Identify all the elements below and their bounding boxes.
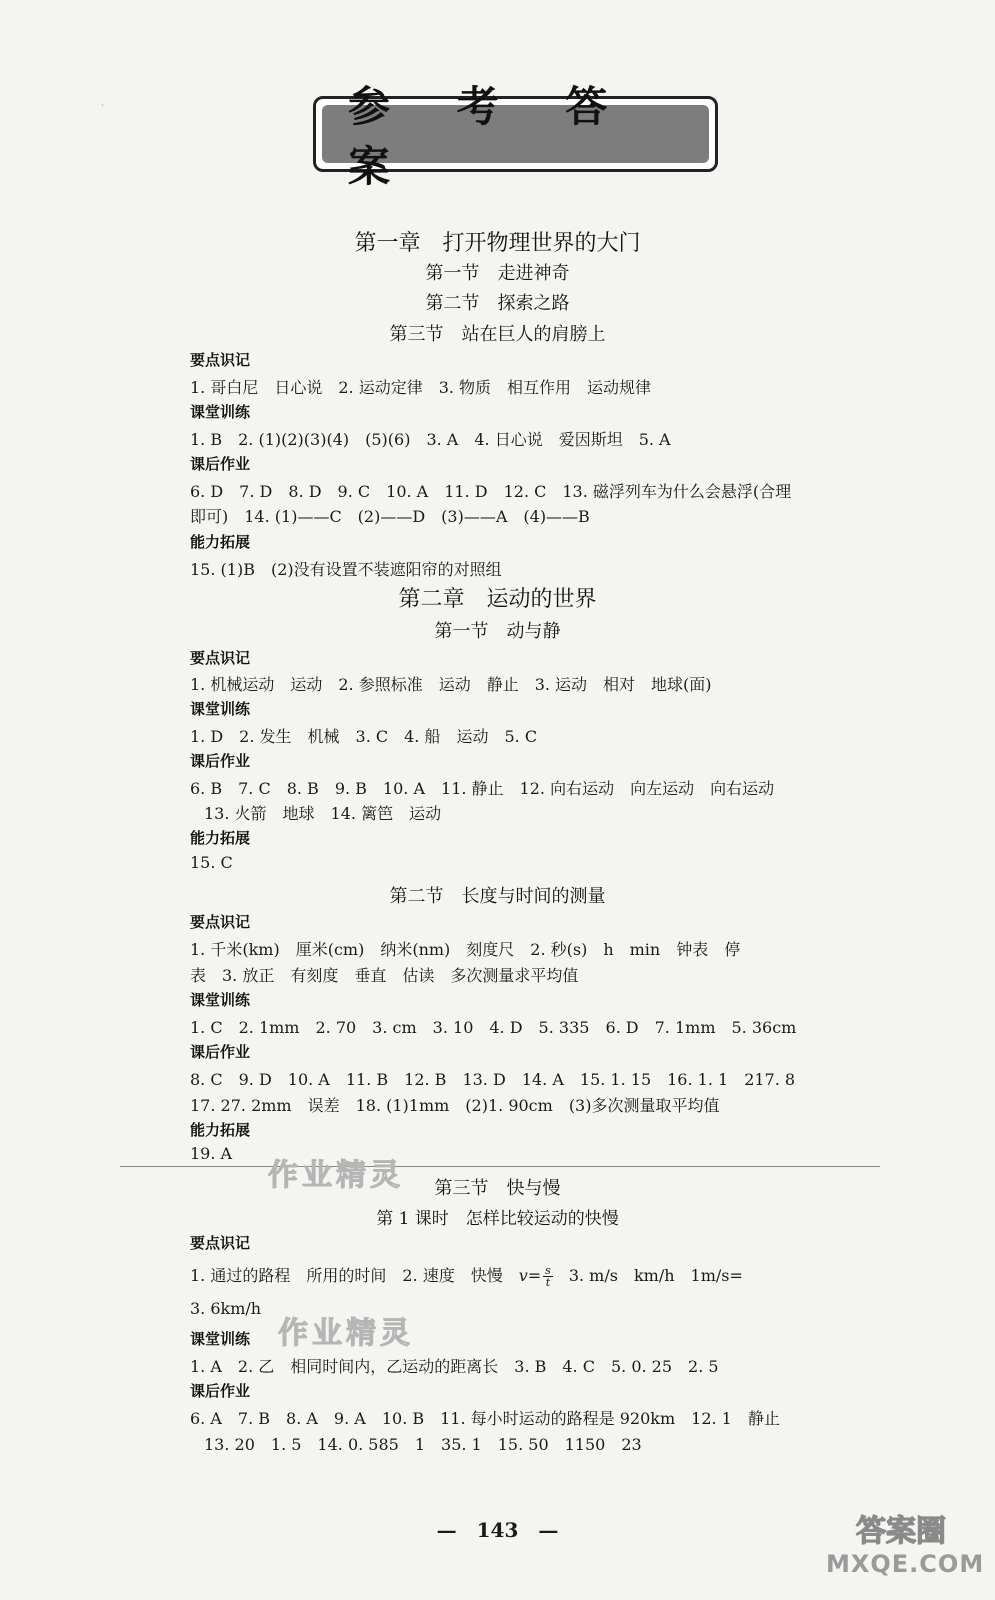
page-number: — 143 — — [436, 1518, 559, 1542]
answer-line: 1. A 2. 乙 相同时间内，乙运动的距离长 3. B 4. C 5. 0. 25 2. 5 — [190, 1357, 719, 1376]
answer-line: 1. D 2. 发生 机械 3. C 4. 船 运动 5. C — [190, 727, 538, 746]
site-logo — [826, 1506, 985, 1586]
logo-text: 答案圈 — [856, 1514, 946, 1549]
chapter-2-title: 第二章 运动的世界 — [398, 587, 597, 612]
chapter-2-section-3: 第三节 快与慢 — [434, 1178, 561, 1199]
chapter-2-section-1: 第一节 动与静 — [434, 621, 561, 642]
watermark: 作业精灵 — [268, 1158, 404, 1193]
label-homework: 课后作业 — [190, 752, 251, 770]
label-class-practice: 课堂训练 — [190, 403, 251, 421]
answer-line: 1. 千米(km) 厘米(cm) 纳米(nm) 刻度尺 2. 秒(s) h min 钟表 停 — [190, 940, 741, 959]
bleed-through-text: . — [100, 92, 106, 110]
label-key-points: 要点识记 — [190, 913, 251, 931]
answer-line: 6. B 7. C 8. B 9. B 10. A 11. 静止 12. 向右运动 向左运动 向右运动 — [190, 779, 775, 798]
answers-banner — [313, 82, 718, 191]
answer-line: 1. 哥白尼 日心说 2. 运动定律 3. 物质 相互作用 运动规律 — [190, 378, 652, 397]
label-class-practice: 课堂训练 — [190, 991, 251, 1009]
label-class-practice: 课堂训练 — [190, 700, 251, 718]
divider — [120, 1166, 880, 1167]
chapter-2-section-2: 第二节 长度与时间的测量 — [389, 886, 606, 907]
answer-line: 1. 机械运动 运动 2. 参照标准 运动 静止 3. 运动 相对 地球(面) — [190, 675, 712, 694]
answer-line: 表 3. 放正 有刻度 垂直 估读 多次测量求平均值 — [190, 966, 579, 985]
chapter-1-section-3: 第三节 站在巨人的肩膀上 — [389, 324, 606, 345]
answer-line: 即可) 14. (1)——C (2)——D (3)——A (4)——B — [190, 507, 590, 526]
label-key-points: 要点识记 — [190, 649, 251, 667]
answer-line-with-formula: 1. 通过的路程 所用的时间 2. 速度 快慢 v= $\frac{s}{t}$ 3. m/s km/h 1m/s= — [190, 1264, 743, 1289]
label-extension: 能力拓展 — [190, 1121, 251, 1139]
answer-line: 19. A — [190, 1144, 233, 1163]
label-key-points: 要点识记 — [190, 1234, 251, 1252]
answer-line: 3. 6km/h — [190, 1299, 262, 1318]
answer-line: 15. (1)B (2)没有设置不装遮阳帘的对照组 — [190, 560, 502, 579]
chapter-1-section-1: 第一节 走进神奇 — [425, 263, 570, 284]
answer-line: 6. A 7. B 8. A 9. A 10. B 11. 每小时运动的路程是 920km 12. 1 静止 — [190, 1409, 780, 1428]
answer-line: 6. D 7. D 8. D 9. C 10. A 11. D 12. C 13. 磁浮列车为什么会悬浮(合理 — [190, 482, 792, 501]
label-class-practice: 课堂训练 — [190, 1330, 251, 1348]
logo-url: MXQE.COM — [826, 1550, 985, 1578]
banner-title: 参 考 答 案 — [348, 82, 634, 191]
label-extension: 能力拓展 — [190, 829, 251, 847]
label-homework: 课后作业 — [190, 1382, 251, 1400]
watermark: 作业精灵 — [278, 1316, 414, 1351]
chapter-1-title: 第一章 打开物理世界的大门 — [354, 231, 641, 256]
answer-line: 15. C — [190, 853, 233, 872]
label-homework: 课后作业 — [190, 455, 251, 473]
answer-line: 1. B 2. (1)(2)(3)(4) (5)(6) 3. A 4. 日心说 爱因斯坦 5. A — [190, 430, 671, 449]
formula-fraction: $\frac{s}{t}$ — [545, 1264, 551, 1289]
chapter-1-section-2: 第二节 探索之路 — [425, 293, 570, 314]
label-homework: 课后作业 — [190, 1043, 251, 1061]
lesson-1-title: 第 1 课时 怎样比较运动的快慢 — [376, 1209, 619, 1229]
label-key-points: 要点识记 — [190, 351, 251, 369]
formula-v: v — [518, 1266, 528, 1285]
label-extension: 能力拓展 — [190, 533, 251, 551]
answer-line: 1. C 2. 1mm 2. 70 3. cm 3. 10 4. D 5. 335 6. D 7. 1mm 5. 36cm — [190, 1018, 797, 1037]
answer-line: 13. 20 1. 5 14. 0. 585 1 35. 1 15. 50 1150 23 — [204, 1435, 642, 1454]
answer-line: 17. 27. 2mm 误差 18. (1)1mm (2)1. 90cm (3)多次测量取平均值 — [190, 1096, 720, 1115]
answer-line: 8. C 9. D 10. A 11. B 12. B 13. D 14. A 15. 1. 15 16. 1. 1 217. 8 — [190, 1070, 796, 1089]
answer-line: 13. 火箭 地球 14. 篱笆 运动 — [204, 804, 442, 823]
